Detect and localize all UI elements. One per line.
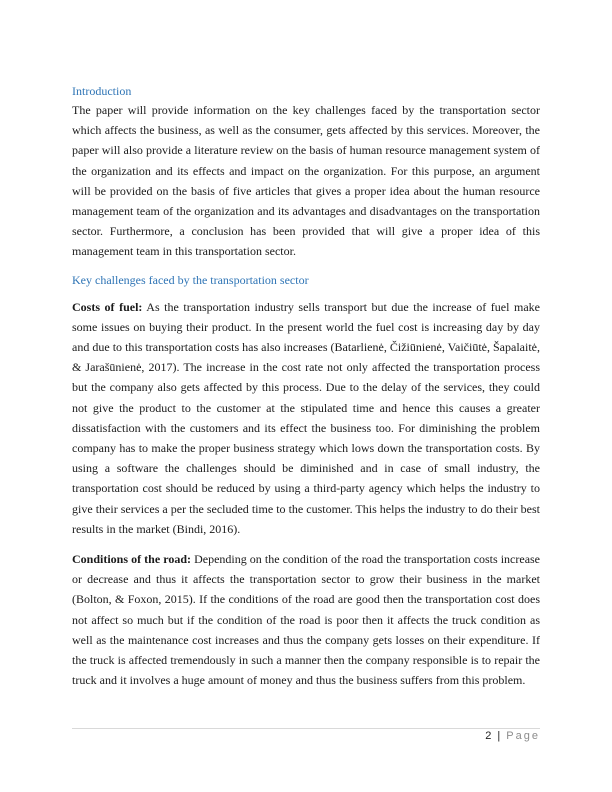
paragraph-costs-of-fuel — [72, 297, 540, 539]
paragraph-text: As the transportation industry sells transport but due the increase of fuel make some issues on buying their product. In the present world the fuel cost is increasing day by day and due to this transportation costs has also increases (Batarlienė, Čižiūnienė, Vaičiūtė, Šapalaitė, & Jarašūnienė, 2017). The increase in the cost rate not only affected the transportation process but the company also gets affected by this process. Due to the delay of the services, they could not give the product to the customer at the stipulated time and hence this causes a greater dissatisfaction with the customers and its effect the business too. For diminishing the problem company has to make the proper business strategy which lows down the transportation costs. By using a software the challenges should be diminished and in case of small industry, the transportation cost should be reduced by using a third-party agency which helps the industry to give their services a per the secluded time to the customer. This helps the industry to do their best results in the market (Bindi, 2016). — [72, 299, 540, 536]
page-footer — [485, 730, 540, 742]
page-number: 2 — [485, 730, 492, 742]
paragraph-text: The paper will provide information on the key challenges faced by the transportation sector which affects the business, as well as the consumer, gets affected by this services. Moreover, the paper will also provide a literature review on the basis of human resource management system of the organization and its effects and impact on the organization. For this purpose, an argument will be provided on the basis of five articles that gives a proper idea about the human resource management team of the organization and its advantages and disadvantages on the transportation sector. Furthermore, a conclusion has been provided that will give a proper idea of this management team in this transportation sector. — [72, 103, 540, 259]
paragraph-conditions-of-road — [72, 549, 540, 690]
section-heading-key-challenges: Key challenges faced by the transportation sector — [72, 272, 309, 287]
page-label: Page — [506, 730, 540, 742]
paragraph-introduction — [72, 100, 540, 262]
paragraph-lead-costs-of-fuel: Costs of fuel: — [72, 299, 143, 314]
paragraph-lead-conditions-of-road: Conditions of the road: — [72, 552, 192, 567]
footer-divider — [72, 728, 540, 729]
footer-separator: | — [497, 730, 501, 742]
paragraph-text: Depending on the condition of the road the transportation costs increase or decrease and thus it affects the transportation sector to grow their business in the market (Bolton, & Foxon, 2015). If the conditions of the road are good then the transportation cost does not affect so much but if the condition of the road is poor then it affects the truck condition as well as the maintenance cost increases and thus the company gets losses on their expenditure. If the truck is affected tremendously in such a manner then the company responsible is to repair the truck and it involves a huge amount of money and thus the business suffers from this problem. — [72, 552, 541, 688]
section-heading-introduction: Introduction — [72, 84, 132, 98]
document-page — [72, 83, 540, 690]
